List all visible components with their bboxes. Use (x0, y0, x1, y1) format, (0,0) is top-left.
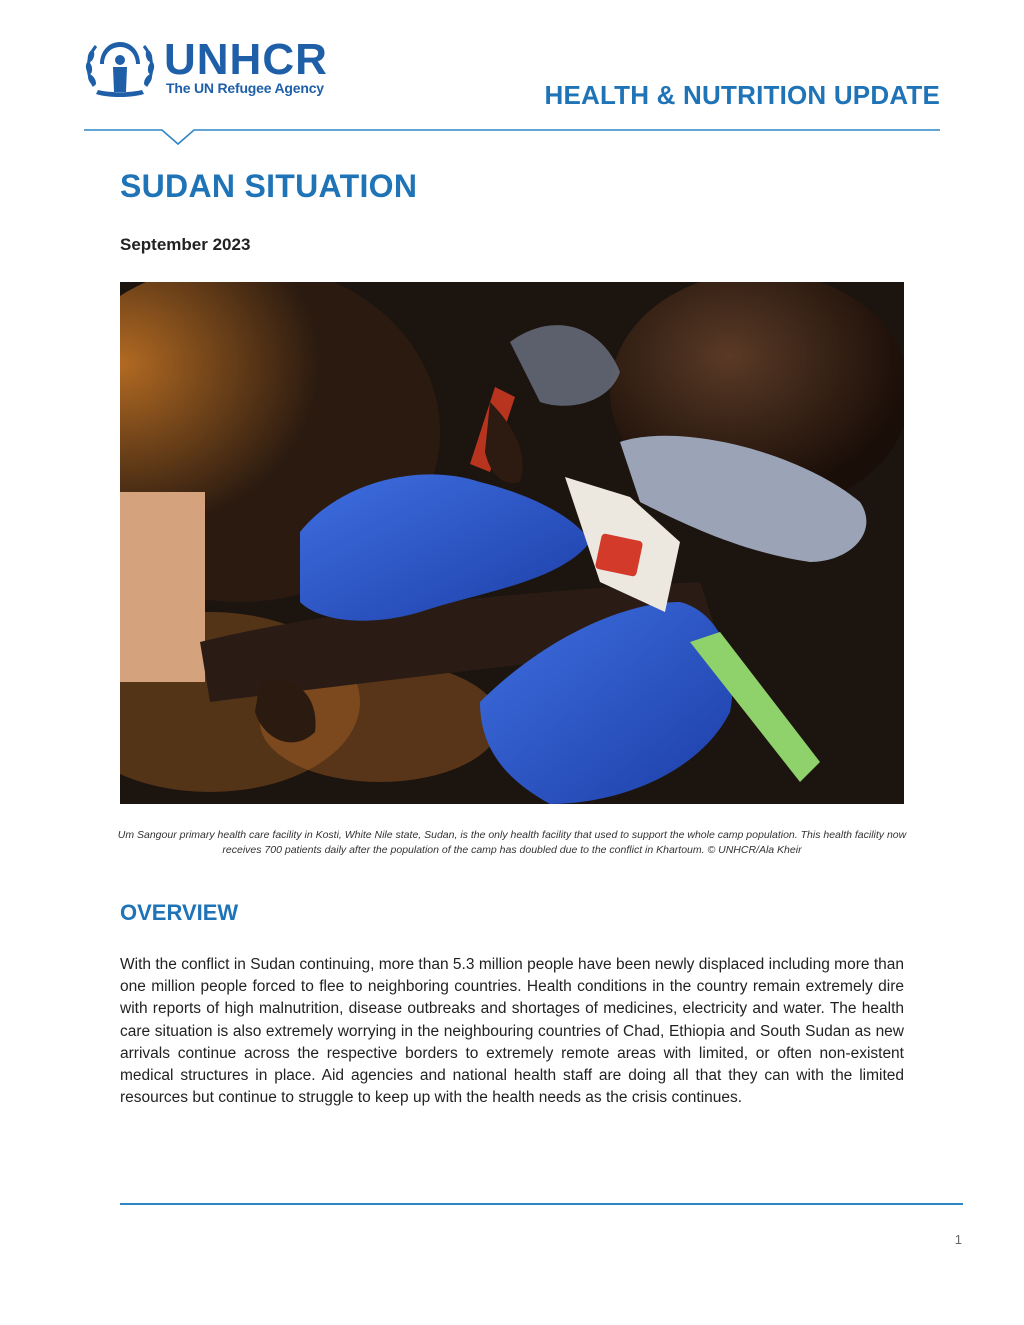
cover-photo (120, 282, 904, 804)
logo-tagline: The UN Refugee Agency (166, 80, 324, 96)
document-date: September 2023 (120, 235, 251, 254)
page-number: 1 (954, 1232, 962, 1247)
overview-heading: OVERVIEW (120, 900, 239, 925)
header-title: HEALTH & NUTRITION UPDATE (544, 80, 940, 110)
unhcr-logo (84, 36, 354, 100)
footer-divider (120, 1203, 963, 1205)
photo-caption: Um Sangour primary health care facility in Kosti, White Nile state, Sudan, is the only health facility that used to support the whole camp population. This health facility now receives 700 patients daily after the population of the camp has doubled due to the conflict in Khartoum. © UNHCR/Ala Kheir (117, 829, 907, 856)
header-divider (84, 124, 940, 148)
unhcr-emblem-icon (84, 36, 156, 100)
overview-body: With the conflict in Sudan continuing, more than 5.3 million people have been newly displaced including more than one million people forced to flee to neighboring countries. Health conditions in the country remain extremely dire with reports of high malnutrition, disease outbreaks and shortages of medicines, electricity and water. The health care situation is also extremely worrying in the neighbouring countries of Chad, Ethiopia and South Sudan as new arrivals continue across the respective borders to extremely remote areas with limited, or often non-existent medical structures in place. Aid agencies and national health staff are doing all that they can with the limited resources but continue to struggle to keep up with the health needs as the crisis continues. (120, 956, 904, 1107)
logo-name: UNHCR (164, 35, 328, 84)
document-title: SUDAN SITUATION (120, 168, 418, 204)
